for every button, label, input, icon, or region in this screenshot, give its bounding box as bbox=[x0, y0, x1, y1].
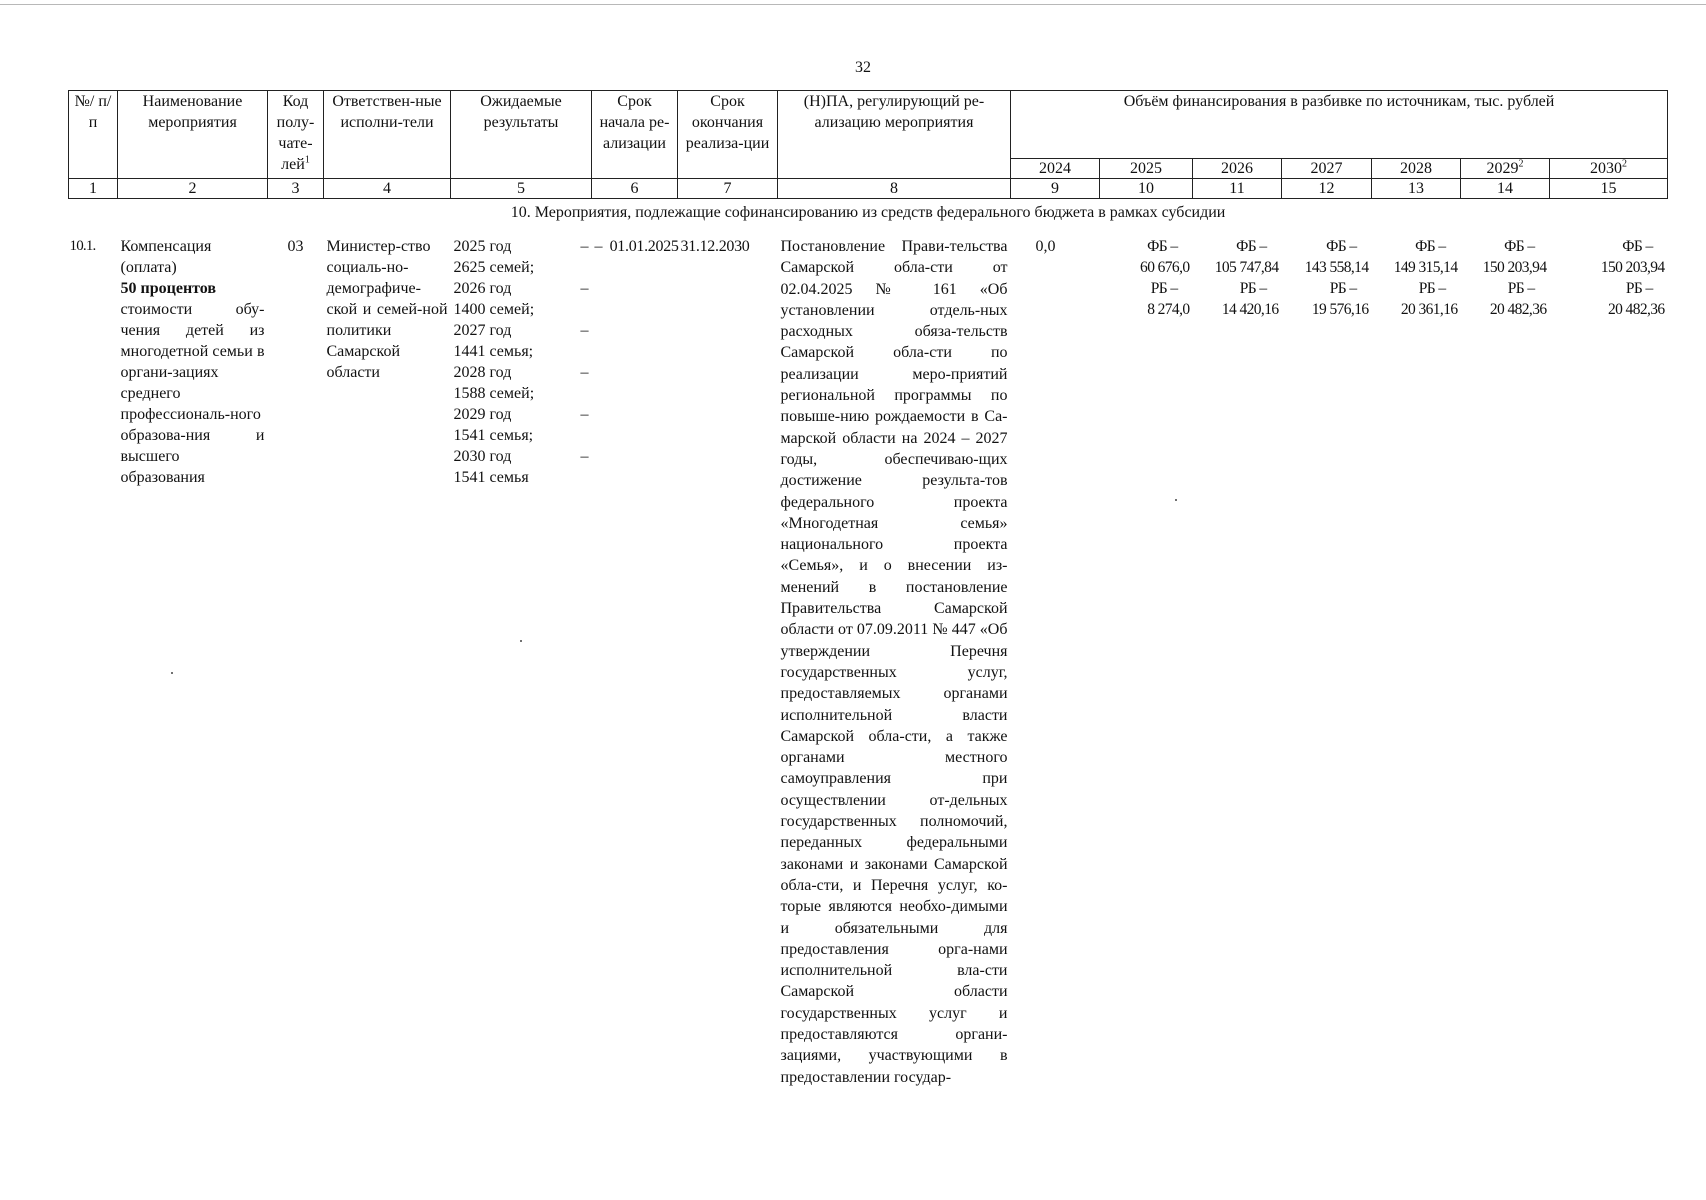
scan-speck bbox=[171, 672, 173, 674]
fb-label: ФБ – bbox=[1147, 238, 1178, 255]
result-item bbox=[454, 320, 589, 362]
column-number: 14 bbox=[1461, 179, 1550, 199]
result-year-line bbox=[454, 446, 589, 467]
row-number: 10.1. bbox=[69, 238, 96, 254]
column-number: 8 bbox=[778, 179, 1011, 199]
column-number: 15 bbox=[1550, 179, 1668, 199]
result-value: 1541 семья bbox=[453, 469, 529, 486]
fb-amount: 143 558,14 bbox=[1304, 259, 1369, 276]
end-date: 31.12.2030 bbox=[680, 238, 750, 255]
fb-label: ФБ – bbox=[1504, 238, 1535, 255]
result-year-line bbox=[454, 404, 589, 425]
header-year-2027: 2027 bbox=[1282, 159, 1372, 179]
result-dash: – bbox=[580, 364, 589, 381]
result-item bbox=[454, 446, 589, 488]
column-number: 7 bbox=[678, 179, 778, 199]
footnote-mark: 2 bbox=[1622, 158, 1628, 170]
result-dash: – bbox=[580, 280, 589, 297]
result-item bbox=[454, 236, 589, 278]
funding-2027 bbox=[1282, 224, 1372, 1088]
column-number: 4 bbox=[324, 179, 451, 199]
result-year: 2027 год bbox=[453, 322, 512, 339]
rb-amount: 20 482,36 bbox=[1489, 301, 1547, 318]
rb-amount: 20 482,36 bbox=[1607, 301, 1665, 318]
column-number: 11 bbox=[1193, 179, 1282, 199]
regulation-text: Постановление Прави-тельства Самарской обла-сти от 02.04.2025 № 161 «Об установлении отдель-ных расходных обяза-тельств Самарской обла-сти по реализации меро-приятий региональной программы по повыше-нию рождаемости в Са-марской области на 2024 – 2027 годы, обеспечиваю-щих достижение результа-тов федерального проекта «Многодетная семья» национального проекта «Семья», и о внесении из-менений в постановление Правительства Самарской области от 07.09.2011 № 447 «Об утверждении Перечня государственных услуг, предоставляемых органами исполнительной власти Самарской обла-сти, а также органами местного самоуправления при осуществлении от-дельных государственных полномочий, переданных федеральными законами и законами Самарской обла-сти, и Перечня услуг, ко-торые являются необхо-димыми и обязательными для предоставления орга-нами исполнительной вла-сти Самарской области государственных услуг и предоставляются органи-зациями, участвующими в предоставлении государ- bbox=[780, 238, 1008, 1086]
activity-name-rest: стоимости обу-чения детей из многодетной семьи в органи-зациях среднего профессиональ-ного образова-ния и высшего образования bbox=[120, 301, 265, 486]
rb-amount: 19 576,16 bbox=[1311, 301, 1369, 318]
result-year: 2025 год bbox=[453, 238, 512, 255]
header-expected-results: Ожидаемые результаты bbox=[451, 91, 592, 179]
funding-2028 bbox=[1372, 224, 1461, 1088]
year-2029-text: 2029 bbox=[1486, 160, 1519, 177]
rb-label: РБ – bbox=[1507, 280, 1535, 297]
header-funding: Объём финансирования в разбивке по источникам, тыс. рублей bbox=[1011, 91, 1668, 159]
scan-speck bbox=[520, 640, 522, 642]
activity-name-emphasis: 50 процентов bbox=[120, 280, 217, 297]
result-value: 1541 семья; bbox=[453, 427, 534, 444]
rb-label: РБ – bbox=[1625, 280, 1653, 297]
header-activity-name: Наименование мероприятия bbox=[118, 91, 268, 179]
header-year-2025: 2025 bbox=[1100, 159, 1193, 179]
rb-label: РБ – bbox=[1329, 280, 1357, 297]
result-item bbox=[454, 278, 589, 320]
year-2030-text: 2030 bbox=[1590, 160, 1623, 177]
result-year: 2028 год bbox=[453, 364, 512, 381]
responsible-executors: Министер-ство социаль-но-демографиче-ской и семей-ной политики Самарской области bbox=[326, 238, 448, 381]
header-executors: Ответствен-ные исполни-тели bbox=[324, 91, 451, 179]
start-date bbox=[594, 236, 679, 257]
header-start-date: Срок начала ре-ализации bbox=[592, 91, 678, 179]
fb-label: ФБ – bbox=[1326, 238, 1357, 255]
header-regulation: (Н)ПА, регулирующий ре-ализацию мероприятия bbox=[778, 91, 1011, 179]
funding-2026 bbox=[1193, 224, 1282, 1088]
result-item bbox=[454, 362, 589, 404]
funding-2024: 0,0 bbox=[1035, 238, 1056, 255]
fb-label: ФБ – bbox=[1415, 238, 1446, 255]
column-number: 5 bbox=[451, 179, 592, 199]
column-number: 3 bbox=[268, 179, 324, 199]
fb-amount: 60 676,0 bbox=[1140, 259, 1190, 276]
fb-amount: 150 203,94 bbox=[1600, 259, 1665, 276]
result-year-line bbox=[454, 362, 589, 383]
result-dash: – bbox=[580, 448, 589, 465]
fb-amount: 150 203,94 bbox=[1482, 259, 1547, 276]
section-heading-row bbox=[69, 199, 1668, 225]
result-value: 1441 семья; bbox=[453, 343, 534, 360]
activity-name bbox=[118, 224, 268, 1088]
column-number: 10 bbox=[1100, 179, 1193, 199]
column-number: 2 bbox=[118, 179, 268, 199]
footnote-mark: 2 bbox=[1518, 158, 1524, 170]
expected-results bbox=[451, 224, 592, 1088]
result-year: 2026 год bbox=[453, 280, 512, 297]
result-value: 1588 семей; bbox=[453, 385, 535, 402]
column-number: 9 bbox=[1011, 179, 1100, 199]
activity-name-line: Компенсация (оплата) bbox=[120, 238, 212, 276]
result-year-line bbox=[454, 320, 589, 341]
result-year-line bbox=[454, 236, 589, 257]
fb-label: ФБ – bbox=[1236, 238, 1267, 255]
result-year: 2030 год bbox=[453, 448, 512, 465]
fb-amount: 105 747,84 bbox=[1214, 259, 1279, 276]
rb-amount: 8 274,0 bbox=[1147, 301, 1190, 318]
rb-label: РБ – bbox=[1418, 280, 1446, 297]
result-dash: – bbox=[580, 238, 589, 255]
header-num: №/ п/п bbox=[69, 91, 118, 179]
header-end-date: Срок окончания реализа-ции bbox=[678, 91, 778, 179]
fb-amount: 149 315,14 bbox=[1393, 259, 1458, 276]
column-number: 6 bbox=[592, 179, 678, 199]
result-value: 1400 семей; bbox=[453, 301, 535, 318]
recipient-code: 03 bbox=[287, 238, 304, 255]
result-year-line bbox=[454, 278, 589, 299]
start-dash: – bbox=[594, 238, 603, 255]
column-number: 13 bbox=[1372, 179, 1461, 199]
header-year-2029 bbox=[1461, 159, 1550, 179]
fb-label: ФБ – bbox=[1622, 238, 1653, 255]
rb-label: РБ – bbox=[1150, 280, 1178, 297]
header-year-2028: 2028 bbox=[1372, 159, 1461, 179]
funding-2029 bbox=[1461, 224, 1550, 1088]
page-number: 32 bbox=[855, 59, 871, 76]
header-year-2024: 2024 bbox=[1011, 159, 1100, 179]
column-number: 12 bbox=[1282, 179, 1372, 199]
funding-2025 bbox=[1100, 224, 1193, 1088]
header-year-2030 bbox=[1550, 159, 1668, 179]
scan-speck bbox=[1175, 499, 1177, 501]
header-recipient-code bbox=[268, 91, 324, 179]
result-dash: – bbox=[580, 322, 589, 339]
section-title: 10. Мероприятия, подлежащие софинансированию из средств федерального бюджета в рамках субсидии bbox=[510, 203, 1226, 221]
table-row bbox=[69, 224, 1668, 1088]
rb-amount: 14 420,16 bbox=[1221, 301, 1279, 318]
rb-amount: 20 361,16 bbox=[1400, 301, 1458, 318]
start-date-value: 01.01.2025 bbox=[609, 238, 679, 255]
top-scan-edge bbox=[0, 4, 1706, 5]
column-number: 1 bbox=[69, 179, 118, 199]
result-item bbox=[454, 404, 589, 446]
header-recipient-code-text: Код полу-чате-лей bbox=[276, 93, 315, 173]
result-year: 2029 год bbox=[453, 406, 512, 423]
footnote-mark: 1 bbox=[304, 154, 310, 166]
funding-2030 bbox=[1550, 224, 1668, 1088]
result-value: 2625 семей; bbox=[453, 259, 535, 276]
start-date-cell bbox=[592, 224, 678, 1088]
header-year-2026: 2026 bbox=[1193, 159, 1282, 179]
result-dash: – bbox=[580, 406, 589, 423]
program-activities-table bbox=[68, 90, 1668, 1088]
rb-label: РБ – bbox=[1239, 280, 1267, 297]
